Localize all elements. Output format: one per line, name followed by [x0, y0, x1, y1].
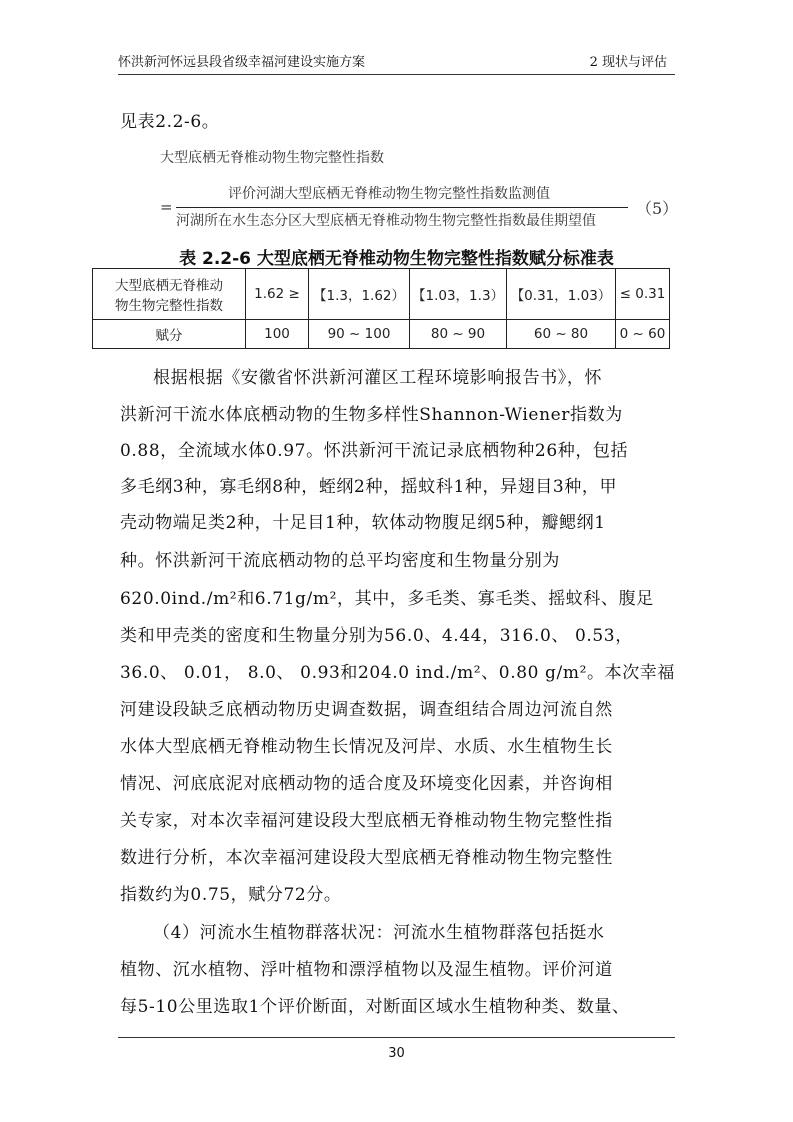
- table-cell: 90 ~ 100: [309, 320, 410, 349]
- table-title: 表 2.2-6 大型底栖无脊椎动物生物完整性指数赋分标准表: [179, 249, 614, 269]
- paragraph-line: 洪新河干流水体底栖动物的生物多样性Shannon-Wiener指数为: [120, 405, 623, 425]
- formula-lhs: 大型底栖无脊椎动物生物完整性指数: [160, 150, 384, 166]
- table-cell: 【1.3，1.62）: [309, 269, 410, 320]
- header-line: 大型底栖无脊椎动: [115, 278, 223, 294]
- table-cell: ≤ 0.31: [616, 269, 670, 320]
- table-cell: 60 ~ 80: [507, 320, 616, 349]
- paragraph-line: 36.0、 0.01， 8.0、 0.93和204.0 ind./m²、0.80 g/m²。本次幸福: [120, 663, 676, 683]
- table-row: [93, 269, 670, 320]
- paragraph-line: 620.0ind./m²和6.71g/m²，其中，多毛类、寡毛类、摇蚊科、腹足: [120, 589, 654, 609]
- paragraph-line: 0.88，全流域水体0.97。怀洪新河干流记录底栖物种26种，包括: [120, 441, 629, 461]
- table-cell: 80 ~ 90: [410, 320, 507, 349]
- paragraph-line: （4）河流水生植物群落状况：河流水生植物群落包括挺水: [153, 923, 605, 943]
- paragraph-line: 每5-10公里选取1个评价断面，对断面区域水生植物种类、数量、: [120, 997, 630, 1017]
- formula-denominator: 河湖所在水生态分区大型底栖无脊椎动物生物完整性指数最佳期望值: [176, 213, 596, 229]
- section-title: 2 现状与评估: [589, 55, 667, 70]
- table-cell: 100: [246, 320, 309, 349]
- header-line: 物生物完整性指数: [115, 298, 223, 314]
- paragraph-line: 根据根据《安徽省怀洪新河灌区工程环境影响报告书》，怀: [153, 368, 603, 388]
- paragraph-line: 多毛纲3种，寡毛纲8种，蛭纲2种，摇蚊科1种，异翅目3种，甲: [120, 477, 618, 497]
- page-header: [118, 52, 675, 75]
- paragraph-line: 数进行分析，本次幸福河建设段大型底栖无脊椎动物生物完整性: [120, 848, 613, 868]
- page-number: 30: [388, 1046, 405, 1061]
- paragraph-line: 关专家，对本次幸福河建设段大型底栖无脊椎动物生物完整性指: [120, 811, 613, 831]
- table-cell: 【0.31，1.03）: [507, 269, 616, 320]
- paragraph-line: 壳动物端足类2种，十足目1种，软体动物腹足纲5种，瓣鳃纲1: [120, 513, 606, 533]
- table-row: [93, 320, 670, 349]
- document-title: 怀洪新河怀远县段省级幸福河建设实施方案: [118, 55, 366, 70]
- formula-numerator: 评价河湖大型底栖无脊椎动物生物完整性指数监测值: [228, 186, 550, 202]
- paragraph-line: 指数约为0.75，赋分72分。: [120, 885, 342, 905]
- intro-line: 见表2.2-6。: [120, 112, 220, 132]
- paragraph-line: 河建设段缺乏底栖动物历史调查数据，调查组结合周边河流自然: [120, 700, 613, 720]
- scoring-table: [92, 268, 670, 349]
- paragraph-line: 种。怀洪新河干流底栖动物的总平均密度和生物量分别为: [120, 551, 560, 571]
- table-row-header: 赋分: [93, 320, 246, 349]
- table-cell: 1.62 ≥: [246, 269, 309, 320]
- table-cell: 【1.03，1.3）: [410, 269, 507, 320]
- fraction-bar: [176, 207, 628, 208]
- formula-equals: =: [160, 198, 173, 216]
- paragraph-line: 植物、沉水植物、浮叶植物和漂浮植物以及湿生植物。评价河道: [120, 960, 613, 980]
- table-row-header: [93, 269, 246, 320]
- formula-number: （5）: [636, 199, 679, 218]
- paragraph-line: 水体大型底栖无脊椎动物生长情况及河岸、水质、水生植物生长: [120, 737, 613, 757]
- paragraph-line: 类和甲壳类的密度和生物量分别为56.0、4.44，316.0、 0.53，: [120, 626, 633, 646]
- paragraph-line: 情况、河底底泥对底栖动物的适合度及环境变化因素，并咨询相: [120, 774, 613, 794]
- footer-rule: [118, 1037, 675, 1038]
- table-cell: 0 ~ 60: [616, 320, 670, 349]
